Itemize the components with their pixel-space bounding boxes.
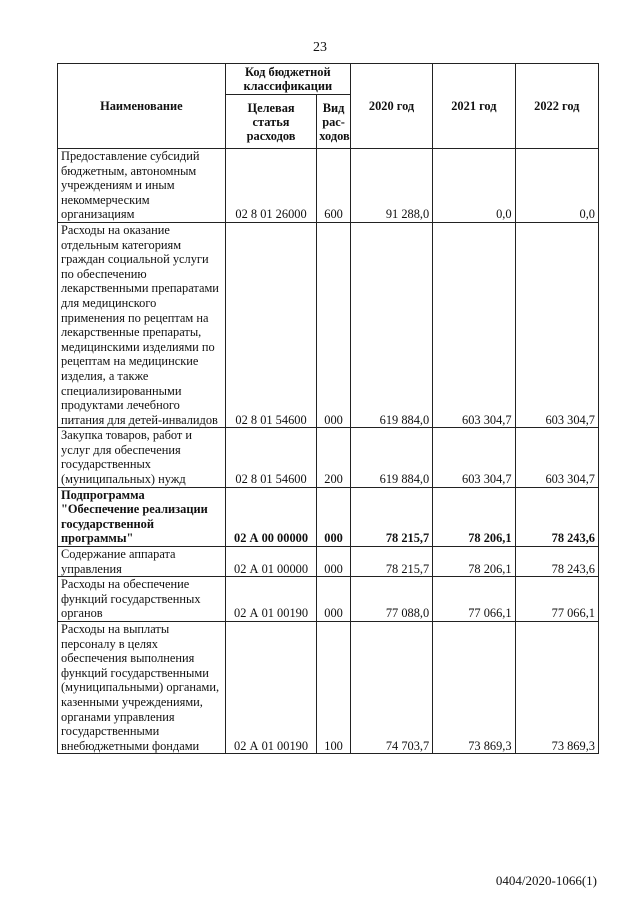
row-expense-type: 000 (317, 577, 351, 622)
row-code: 02 А 01 00190 (225, 577, 317, 622)
header-year-2022: 2022 год (515, 64, 598, 149)
table-row (58, 222, 599, 427)
header-year-2021: 2021 год (433, 64, 515, 149)
page-number: 23 (313, 40, 327, 55)
row-2022: 0,0 (515, 149, 598, 223)
row-2021: 78 206,1 (433, 487, 515, 546)
row-code: 02 А 00 00000 (225, 487, 317, 546)
row-2021: 603 304,7 (433, 428, 515, 487)
row-2022: 603 304,7 (515, 428, 598, 487)
row-2022: 77 066,1 (515, 577, 598, 622)
row-expense-type: 000 (317, 487, 351, 546)
row-2020: 78 215,7 (350, 547, 432, 577)
table-row (58, 622, 599, 754)
header-code-group: Код бюджетной классификации (225, 64, 350, 95)
table-row (58, 547, 599, 577)
row-2021: 603 304,7 (433, 222, 515, 427)
row-code: 02 8 01 26000 (225, 149, 317, 223)
row-code: 02 8 01 54600 (225, 428, 317, 487)
table-row (58, 428, 599, 487)
row-code: 02 А 01 00190 (225, 622, 317, 754)
row-expense-type: 600 (317, 149, 351, 223)
row-2020: 74 703,7 (350, 622, 432, 754)
row-name: Закупка товаров, работ и услуг для обеспечения государственных (муниципальных) нужд (58, 428, 226, 487)
row-name: Предоставление субсидий бюджетным, автономным учреждениям и иным некоммерческим организациям (58, 149, 226, 223)
row-2021: 77 066,1 (433, 577, 515, 622)
row-2020: 77 088,0 (350, 577, 432, 622)
row-2020: 619 884,0 (350, 428, 432, 487)
header-year-2020: 2020 год (350, 64, 432, 149)
row-2022: 603 304,7 (515, 222, 598, 427)
header-target-article: Целевая статья расходов (225, 95, 317, 149)
row-2022: 73 869,3 (515, 622, 598, 754)
row-name: Расходы на оказание отдельным категориям граждан социальной услуги по обеспечению лекарственными препаратами для медицинского применения по рецептам на лекарственные препараты, медицинскими изделиями по рецептам на медицинские изделия, а также специализированными продуктами лечебного питания для детей-инвалидов (58, 222, 226, 427)
header-expense-type: Вид рас-ходов (317, 95, 351, 149)
table-row (58, 577, 599, 622)
row-2022: 78 243,6 (515, 547, 598, 577)
header-name: Наименование (58, 64, 226, 149)
row-expense-type: 000 (317, 547, 351, 577)
row-name: Содержание аппарата управления (58, 547, 226, 577)
row-2020: 619 884,0 (350, 222, 432, 427)
row-name: Подпрограмма "Обеспечение реализации государственной программы" (58, 487, 226, 546)
row-name: Расходы на выплаты персоналу в целях обеспечения выполнения функций государственными (муниципальными) органами, казенными учреждениями, органами управления государственными внебюджетными фондами (58, 622, 226, 754)
row-expense-type: 100 (317, 622, 351, 754)
table-row (58, 149, 599, 223)
row-2021: 78 206,1 (433, 547, 515, 577)
row-2021: 0,0 (433, 149, 515, 223)
row-2020: 91 288,0 (350, 149, 432, 223)
row-code: 02 А 01 00000 (225, 547, 317, 577)
row-2021: 73 869,3 (433, 622, 515, 754)
row-2022: 78 243,6 (515, 487, 598, 546)
document-number: 0404/2020-1066(1) (495, 873, 597, 888)
row-name: Расходы на обеспечение функций государственных органов (58, 577, 226, 622)
table-row-subprogram (58, 487, 599, 546)
row-expense-type: 200 (317, 428, 351, 487)
row-expense-type: 000 (317, 222, 351, 427)
budget-table (57, 63, 599, 754)
row-2020: 78 215,7 (350, 487, 432, 546)
row-code: 02 8 01 54600 (225, 222, 317, 427)
